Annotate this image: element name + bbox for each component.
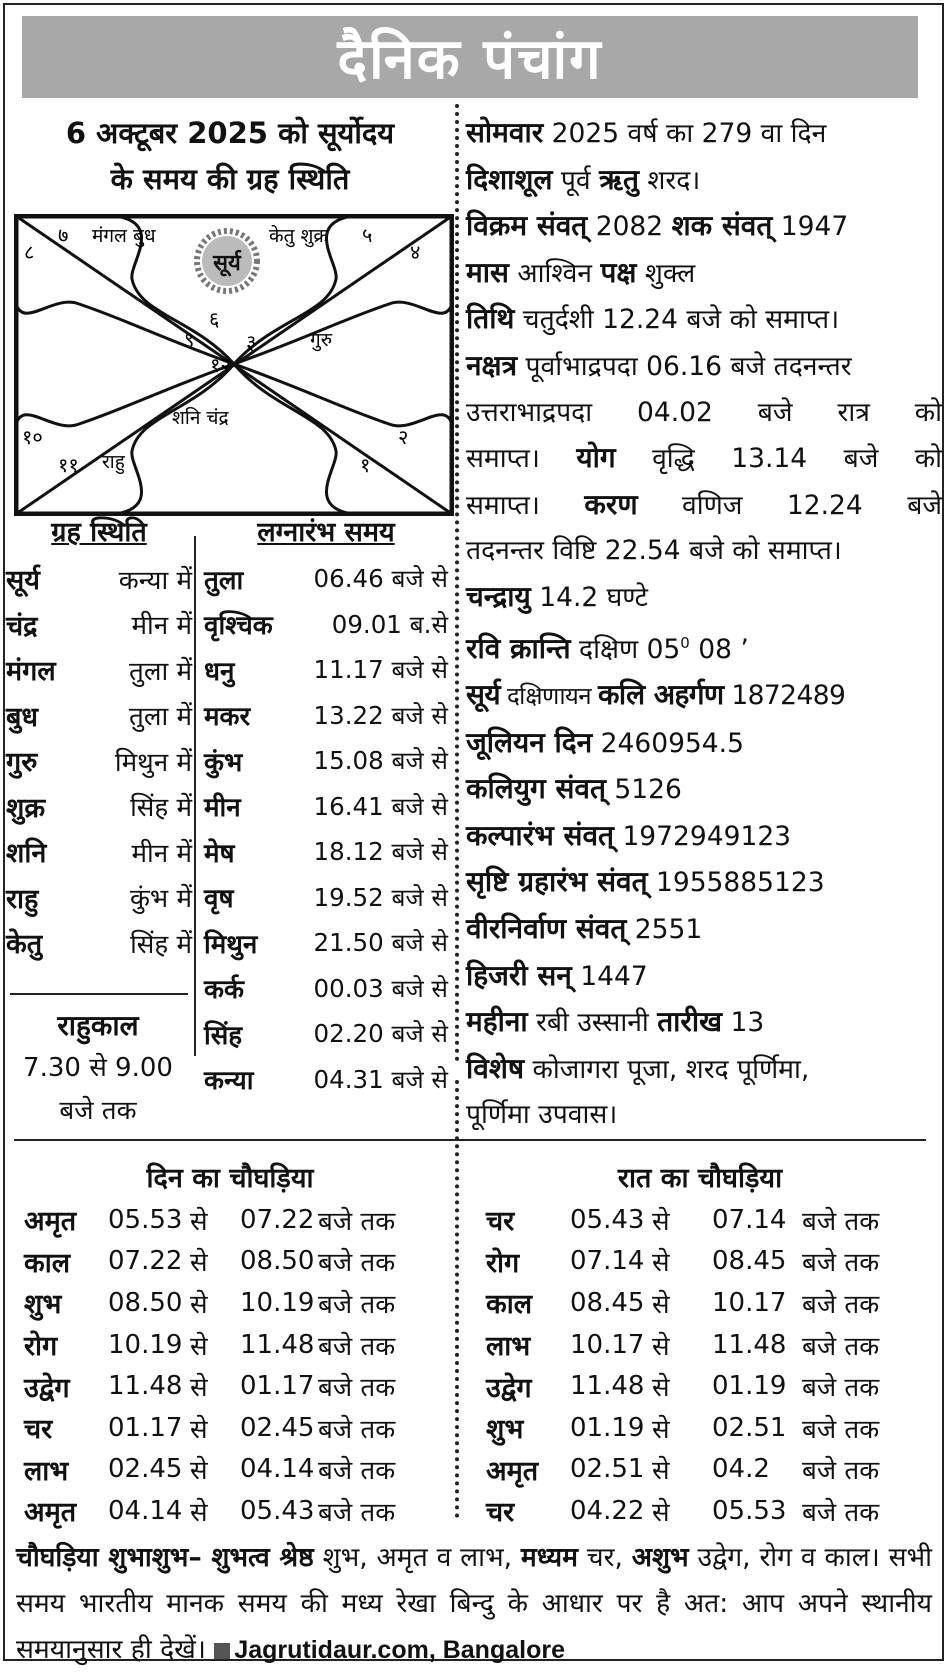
rahukaal-suffix: बजे तक (59, 1096, 137, 1126)
rashi-name: कर्क (204, 975, 244, 1006)
period-suffix: बजे तक (802, 1497, 880, 1528)
srishti-value: 1955885123 (647, 867, 825, 899)
maas-label: मास (466, 255, 509, 289)
table-row (24, 1365, 395, 1407)
period-se: से (190, 1414, 208, 1445)
period-name: रोग (24, 1331, 58, 1363)
period-to: 11.48 (240, 1329, 315, 1360)
julian-value: 2460954.5 (592, 727, 744, 759)
period-se: से (190, 1497, 208, 1528)
ravi-kranti-label: रवि क्रान्ति (466, 631, 571, 665)
vishesh-label: विशेष (466, 1051, 525, 1085)
paksha-label: पक्ष (600, 255, 637, 289)
rashi-name: कन्या (204, 1066, 254, 1097)
mahina-label: महीना (466, 1005, 528, 1039)
period-to: 04.14 (240, 1454, 315, 1485)
tarikh-value: 13 (722, 1007, 765, 1039)
period-suffix: बजे तक (802, 1373, 880, 1404)
period-suffix: बजे तक (318, 1289, 396, 1320)
paksha-value: शुक्ल (636, 257, 696, 289)
period-to: 02.51 (712, 1412, 787, 1443)
vikram-value: 2082 (587, 211, 672, 243)
lagna-time: 21.50 बजे से (313, 928, 448, 958)
period-to: 10.19 (240, 1287, 315, 1318)
period-name: काल (24, 1247, 71, 1279)
rashi-name: मीन (204, 793, 241, 824)
planet-name: बुध (6, 701, 39, 733)
rahu-separator (10, 993, 188, 995)
period-to: 04.2 (712, 1454, 770, 1485)
period-suffix: बजे तक (318, 1456, 396, 1487)
period-to: 08.50 (240, 1246, 315, 1277)
lagna-time: 11.17 बजे से (313, 655, 448, 685)
mahina-line (466, 999, 942, 1046)
day-choghadiya-table (24, 1199, 395, 1532)
period-from: 01.19 (570, 1412, 645, 1443)
period-name: रोग (486, 1247, 520, 1279)
kaliyug-label: कलियुग संवत् (466, 772, 606, 806)
house-number-4: ४ (410, 240, 421, 264)
planet-sign: मिथुन में (114, 747, 192, 778)
period-from: 10.19 (108, 1329, 183, 1360)
var-label: सोमवार (466, 116, 544, 149)
srishti-line (466, 859, 942, 906)
planet-name: मंगल (6, 656, 56, 688)
period-from: 11.48 (570, 1371, 645, 1402)
period-from: 07.14 (570, 1246, 645, 1277)
section-separator (14, 1139, 926, 1141)
period-from: 04.14 (108, 1495, 183, 1526)
samvat-line (466, 203, 942, 250)
period-se: से (652, 1456, 670, 1487)
period-se: से (190, 1206, 208, 1237)
lagna-time: 16.41 बजे से (313, 791, 448, 821)
planet-name: राहु (6, 883, 39, 915)
graha-row (6, 738, 192, 784)
shak-label: शक संवत् (671, 209, 773, 243)
ravi-kranti-minutes: 08 ’ (689, 633, 749, 665)
period-name: काल (486, 1289, 533, 1321)
table-row (24, 1199, 395, 1241)
kaliyug-line (466, 766, 942, 813)
planet-name: शनि (6, 838, 47, 870)
footer-text-1: शुभ, अमृत व लाभ, (313, 1542, 521, 1573)
vishesh-line-2: पूर्णिमा उपवास। (466, 1099, 618, 1131)
rashi-name: मकर (204, 702, 251, 733)
chandrayu-value: 14.2 घण्टे (530, 581, 648, 613)
house-number-5: ५ (362, 223, 373, 247)
lagna-row (204, 556, 448, 602)
period-to: 07.14 (712, 1204, 787, 1235)
julian-label: जूलियन दिन (466, 725, 593, 759)
nakshatra-end: समाप्त। (466, 443, 577, 475)
srishti-label: सृष्टि ग्रहारंभ संवत् (466, 865, 648, 899)
footer-label-ashubh: अशुभ (631, 1542, 689, 1573)
tithi-line (466, 296, 942, 343)
planet-sign: कुंभ में (129, 884, 192, 915)
period-se: से (652, 1414, 670, 1445)
period-name: अमृत (486, 1455, 539, 1487)
house-number-8: ८ (24, 240, 35, 264)
period-to: 05.43 (240, 1495, 315, 1526)
period-to: 02.45 (240, 1412, 315, 1443)
lagna-row (204, 829, 448, 875)
table-row (486, 1407, 879, 1449)
period-name: लाभ (486, 1331, 531, 1363)
period-se: से (190, 1331, 208, 1362)
kundli-center-right-planet: गुरु (310, 329, 333, 351)
karan-line-2: तदनन्तर विष्टि 22.54 बजे को समाप्त। (466, 535, 842, 567)
period-se: से (190, 1248, 208, 1279)
lagna-row (204, 784, 448, 830)
lagna-time: 06.46 बजे से (313, 564, 448, 594)
veer-line (466, 906, 942, 953)
period-to: 08.45 (712, 1246, 787, 1277)
hijri-line (466, 953, 942, 1000)
table-row (486, 1365, 879, 1407)
lagna-time: 19.52 बजे से (313, 882, 448, 912)
planet-name: चंद्र (6, 610, 38, 642)
house-number-10: १० (22, 425, 43, 449)
chart-heading-line1: 6 अक्टूबर 2025 को सूर्योदय (65, 116, 395, 150)
rashi-name: मेष (204, 838, 235, 869)
house-number-6: ६ (209, 307, 220, 331)
kali-label: कलि अहर्गण (598, 677, 724, 711)
table-row (486, 1449, 879, 1491)
period-from: 10.17 (570, 1329, 645, 1360)
period-name: चर (486, 1497, 515, 1529)
period-se: से (652, 1248, 670, 1279)
table-row (24, 1324, 395, 1366)
rashi-name: वृष (204, 884, 234, 915)
house-number-9: ९ (184, 327, 195, 351)
period-se: से (190, 1456, 208, 1487)
lagna-row (204, 602, 448, 648)
period-to: 07.22 (240, 1204, 315, 1235)
lagna-time: 09.01 ब.से (331, 609, 448, 639)
lagna-row (204, 1057, 448, 1103)
period-from: 02.45 (108, 1454, 183, 1485)
page-header (22, 16, 918, 98)
period-se: से (652, 1206, 670, 1237)
period-from: 04.22 (570, 1495, 645, 1526)
rahukaal-time: 7.30 से 9.00 (23, 1053, 173, 1083)
kalp-line (466, 813, 942, 860)
ritu-label: ऋतु (599, 162, 639, 196)
period-suffix: बजे तक (318, 1373, 396, 1404)
var-value: 2025 वर्ष का 279 वा दिन (543, 118, 827, 149)
period-suffix: बजे तक (802, 1206, 880, 1237)
page-title: दैनिक पंचांग (337, 27, 603, 92)
rahukaal-title: राहुकाल (57, 1009, 139, 1042)
period-name: शुभ (24, 1289, 62, 1321)
square-bullet-icon (214, 1643, 230, 1659)
period-from: 05.43 (570, 1204, 645, 1235)
maas-line (466, 250, 942, 297)
planet-name: केतु (6, 929, 43, 961)
hijri-value: 1447 (571, 960, 648, 992)
period-suffix: बजे तक (802, 1248, 880, 1279)
house-number-1: १ (360, 453, 371, 477)
rashi-name: सिंह (204, 1020, 243, 1051)
graha-row (6, 920, 192, 966)
julian-line (466, 720, 942, 767)
karan-label: करण (584, 487, 638, 521)
lagna-row (204, 647, 448, 693)
inner-divider (194, 536, 196, 1056)
rashi-name: मिथुन (204, 929, 258, 960)
planet-name: गुरु (6, 747, 38, 779)
var-line (466, 110, 942, 157)
table-row (24, 1241, 395, 1283)
shak-value: 1947 (772, 211, 849, 243)
rashi-name: कुंभ (204, 747, 243, 778)
period-se: से (652, 1331, 670, 1362)
nakshatra-value: पूर्वाभाद्रपदा 06.16 बजे तदनन्तर (517, 350, 852, 382)
period-suffix: बजे तक (318, 1414, 396, 1445)
period-from: 08.45 (570, 1287, 645, 1318)
period-to: 05.53 (712, 1495, 787, 1526)
planet-sign: कन्या में (118, 565, 192, 596)
period-se: से (652, 1373, 670, 1404)
period-suffix: बजे तक (802, 1289, 880, 1320)
lagna-time: 13.22 बजे से (313, 700, 448, 730)
period-to: 11.48 (712, 1329, 787, 1360)
ritu-value: शरद। (638, 164, 701, 196)
vikram-label: विक्रम संवत् (466, 209, 588, 243)
period-from: 01.17 (108, 1412, 183, 1443)
karan-value: वणिज 12.24 बजे (637, 489, 943, 521)
graha-row (6, 875, 192, 921)
graha-row (6, 784, 192, 830)
sun-icon (197, 231, 257, 291)
house-number-11: ११ (58, 453, 79, 477)
period-name: चर (486, 1206, 515, 1238)
table-row (486, 1490, 879, 1532)
vishesh-line (466, 1046, 942, 1093)
panchang-details (466, 110, 942, 1138)
tithi-value: चतुर्दशी 12.24 बजे को समाप्त। (514, 304, 840, 336)
period-name: अमृत (24, 1497, 77, 1529)
lagna-heading: लग्नारंभ समय (257, 517, 395, 548)
lagna-row (204, 920, 448, 966)
kundli-top-left-planets: मंगल बुध (92, 225, 156, 247)
tarikh-label: तारीख (657, 1005, 723, 1039)
period-se: से (190, 1289, 208, 1320)
karan-line (466, 482, 942, 529)
house-number-7: ७ (58, 223, 69, 247)
dishashool-value: पूर्व (552, 164, 600, 196)
table-row (486, 1199, 879, 1241)
planet-sign: तुला में (129, 702, 192, 733)
chandrayu-line (466, 574, 942, 621)
graha-list (6, 556, 192, 966)
kali-value: 1872489 (723, 679, 846, 711)
planet-sign: मीन में (131, 611, 192, 642)
kalp-value: 1972949123 (614, 820, 792, 852)
footer-text-3: उद्वेग, रोग व काल। सभी समय भारतीय मानक समय की मध्य रेखा बिन्दु के आधार पर है अत: आप अपने स्थानीय समयानुसार ही देखें। (16, 1542, 932, 1665)
table-row (24, 1407, 395, 1449)
lagna-list (204, 556, 448, 1102)
period-se: से (190, 1373, 208, 1404)
period-to: 01.19 (712, 1371, 787, 1402)
table-row (486, 1324, 879, 1366)
kalp-label: कल्पारंभ संवत् (466, 818, 615, 852)
period-suffix: बजे तक (318, 1206, 396, 1237)
footer-label-shubhashubh: चौघड़िया शुभाशुभ– शुभत्व श्रेष्ठ (16, 1542, 314, 1573)
table-row (486, 1241, 879, 1283)
vishesh-value: कोजागरा पूजा, शरद पूर्णिमा, (524, 1053, 810, 1085)
table-row (486, 1282, 879, 1324)
period-from: 02.51 (570, 1454, 645, 1485)
period-se: से (652, 1497, 670, 1528)
planet-name: सूर्य (6, 565, 40, 597)
night-choghadiya-title: रात का चौघड़िया (617, 1163, 783, 1194)
planet-sign: तुला में (129, 656, 192, 687)
period-name: उद्वेग (24, 1372, 70, 1404)
lagna-time: 04.31 बजे से (313, 1064, 448, 1094)
period-from: 05.53 (108, 1204, 183, 1235)
period-name: लाभ (24, 1455, 69, 1487)
kundli-top-right-planets: केतु शुक्र (269, 225, 328, 247)
lagna-time: 18.12 बजे से (313, 837, 448, 867)
period-to: 01.17 (240, 1371, 315, 1402)
yoga-end: समाप्त। (466, 489, 585, 521)
night-choghadiya-table (486, 1199, 879, 1532)
nakshatra-line-2: उत्तराभाद्रपदा 04.02 बजे रात्र को (466, 396, 942, 428)
planet-sign: सिंह में (130, 929, 192, 960)
kundli-bottom-left-planet: राहु (102, 451, 125, 473)
period-name: चर (24, 1414, 53, 1446)
chart-heading (10, 110, 450, 202)
table-row (24, 1282, 395, 1324)
lagna-time: 02.20 बजे से (313, 1019, 448, 1049)
surya-value: दक्षिणायन (499, 681, 599, 710)
degree-symbol: 0 (680, 633, 690, 652)
lagna-time: 00.03 बजे से (313, 973, 448, 1003)
dishashool-line (466, 157, 942, 204)
period-suffix: बजे तक (318, 1331, 396, 1362)
footer-label-madhyam: मध्यम (520, 1542, 578, 1573)
yoga-line (466, 435, 942, 482)
tithi-label: तिथि (466, 302, 515, 336)
period-name: शुभ (486, 1414, 524, 1446)
graha-row (6, 602, 192, 648)
yoga-value: वृद्धि 13.14 बजे को (615, 443, 943, 475)
ravi-kranti-value: दक्षिण 05 (570, 633, 681, 665)
lagna-time: 15.08 बजे से (313, 746, 448, 776)
footer-note (16, 1535, 932, 1673)
graha-row (6, 829, 192, 875)
chandrayu-label: चन्द्रायु (466, 579, 531, 613)
period-suffix: बजे तक (318, 1497, 396, 1528)
sun-label: सूर्य (213, 251, 241, 276)
graha-row (6, 556, 192, 602)
period-suffix: बजे तक (802, 1331, 880, 1362)
house-number-3: ३ (246, 330, 257, 354)
column-divider-top (455, 104, 459, 1062)
period-from: 11.48 (108, 1371, 183, 1402)
column-divider-bottom (455, 1080, 459, 1518)
period-name: उद्वेग (486, 1372, 532, 1404)
mahina-value: रबी उस्सानी (527, 1007, 658, 1039)
lagna-row (204, 875, 448, 921)
yoga-label: योग (576, 441, 616, 475)
period-se: से (652, 1289, 670, 1320)
table-row (24, 1490, 395, 1532)
rashi-name: वृश्चिक (204, 611, 273, 642)
planet-name: शुक्र (6, 792, 46, 824)
house-number-2: २ (398, 425, 409, 449)
table-row (24, 1449, 395, 1491)
footer-text-2: चर, (577, 1542, 632, 1573)
ravi-kranti-line (466, 621, 942, 672)
surya-label: सूर्य (466, 677, 500, 711)
veer-value: 2551 (626, 913, 703, 945)
surya-kali-line (466, 672, 942, 720)
period-suffix: बजे तक (318, 1248, 396, 1279)
day-choghadiya-title: दिन का चौघड़िया (146, 1163, 314, 1194)
planet-sign: सिंह में (130, 793, 192, 824)
lagna-row (204, 966, 448, 1012)
graha-heading: ग्रह स्थिति (51, 517, 147, 548)
source-credit: Jagrutidaur.com, Bangalore (234, 1636, 565, 1664)
planet-sign: मीन में (131, 838, 192, 869)
kundli-bottom-center-planets: शनि चंद्र (172, 407, 229, 429)
veer-label: वीरनिर्वाण संवत् (466, 911, 627, 945)
period-from: 08.50 (108, 1287, 183, 1318)
kaliyug-value: 5126 (605, 774, 682, 806)
lagna-row (204, 1011, 448, 1057)
graha-row (6, 647, 192, 693)
hijri-label: हिजरी सन् (466, 958, 572, 992)
house-number-12: १२ (210, 353, 231, 377)
nakshatra-label: नक्षत्र (466, 348, 518, 382)
period-from: 07.22 (108, 1246, 183, 1277)
graha-row (6, 693, 192, 739)
period-name: अमृत (24, 1206, 77, 1238)
rashi-name: तुला (204, 565, 244, 596)
maas-value: आश्विन (508, 257, 601, 289)
chart-heading-line2: के समय की ग्रह स्थिति (110, 162, 350, 196)
rahukaal-box (8, 1004, 188, 1133)
rashi-name: धनु (204, 656, 235, 687)
period-suffix: बजे तक (802, 1414, 880, 1445)
nakshatra-line (466, 343, 942, 390)
kundli-chart (14, 214, 454, 516)
period-suffix: बजे तक (802, 1456, 880, 1487)
lagna-row (204, 693, 448, 739)
dishashool-label: दिशाशूल (466, 162, 553, 196)
lagna-row (204, 738, 448, 784)
period-to: 10.17 (712, 1287, 787, 1318)
